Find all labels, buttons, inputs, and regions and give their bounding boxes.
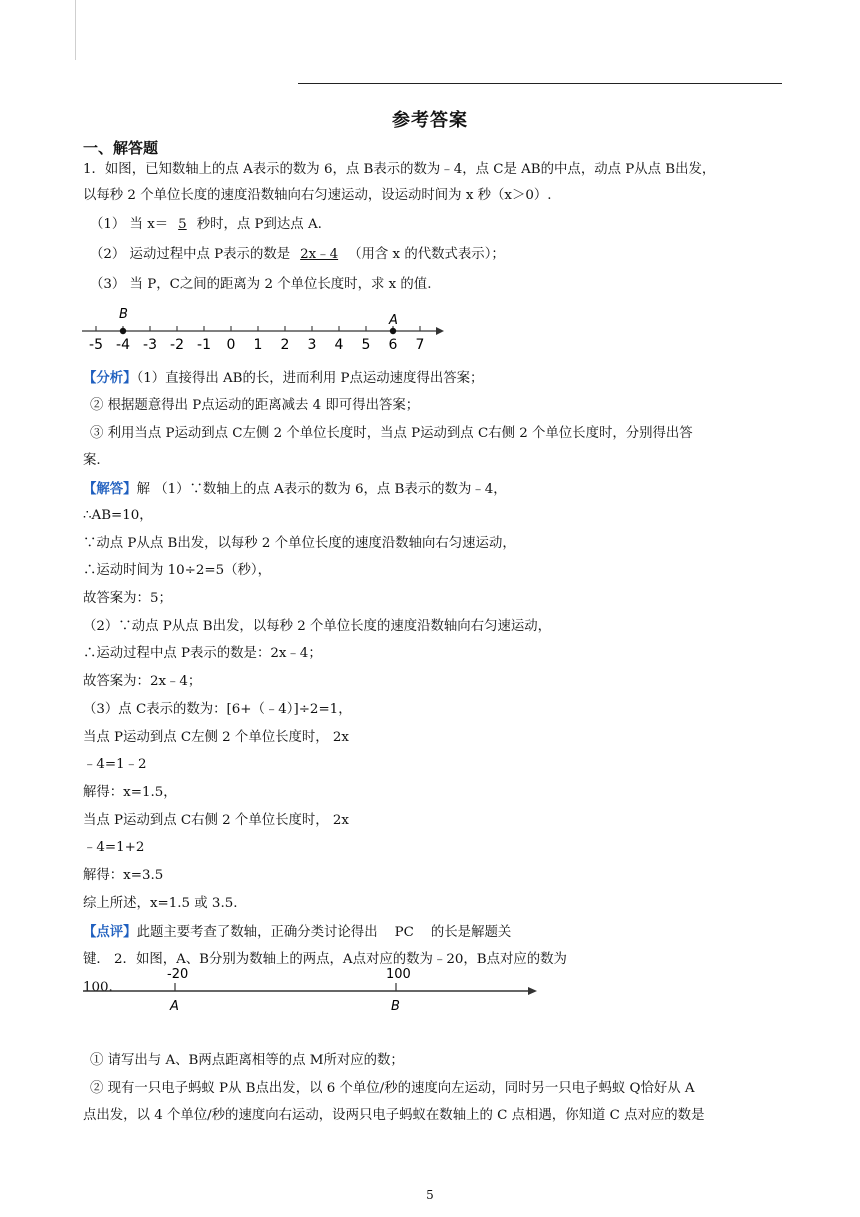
comment-line2: 键． 2．如图，A、B分别为数轴上的两点，A点对应的数为﹣20，B点对应的数为	[83, 952, 567, 967]
tick-label: -4	[116, 337, 130, 353]
solution-line-11: 解得：x=1.5，	[83, 785, 177, 800]
page-title: 参考答案	[392, 110, 468, 131]
label-b-value: 100	[386, 967, 411, 982]
number-line-1	[78, 302, 450, 356]
page-number: 5	[426, 1188, 434, 1202]
analysis-tag: 【分析】	[83, 370, 137, 386]
number-line-2	[83, 965, 543, 1015]
analysis-text1: （1）直接得出 AB的长，进而利用 P点运动速度得出答案；	[136, 371, 484, 386]
solution-line-0	[83, 479, 507, 500]
solution-line-14: 解得：x=3.5	[83, 868, 164, 883]
solution-line-10: ﹣4=1﹣2	[83, 757, 147, 772]
problem2-q2-line1: ② 现有一只电子蚂蚁 P从 B点出发，以 6 个单位/秒的速度向左运动，同时另一只电子蚂蚁 Q恰好从 A	[90, 1081, 695, 1096]
solution-line-7: 故答案为：2x﹣4；	[83, 674, 202, 689]
header-rule	[298, 83, 782, 84]
problem2-q2-line2: 点出发，以 4 个单位/秒的速度向右运动，设两只电子蚂蚁在数轴上的 C 点相遇，你知道 C 点对应的数是	[83, 1108, 705, 1123]
label-a: A	[170, 999, 179, 1014]
section-heading: 一、解答题	[83, 139, 159, 157]
analysis-line1	[83, 368, 483, 389]
label-a-value: -20	[167, 967, 189, 982]
problem1-q1	[90, 215, 322, 235]
point-b-dot	[120, 328, 126, 334]
comment-text1: 此题主要考查了数轴，正确分类讨论得出 PC 的长是解题关	[136, 925, 512, 940]
tick-label: 7	[415, 337, 425, 353]
analysis-line3: ③ 利用当点 P运动到点 C左侧 2 个单位长度时，当点 P运动到点 C右侧 2 个单位长度时，分别得出答	[90, 426, 693, 441]
label-b: B	[391, 999, 400, 1014]
comment-tag: 【点评】	[83, 924, 137, 940]
tick-label: -2	[170, 337, 184, 353]
q2-suffix: （用含 x 的代数式表示）；	[348, 247, 505, 262]
solution-line-2: ∵动点 P从点 B出发，以每秒 2 个单位长度的速度沿数轴向右匀速运动，	[83, 536, 516, 551]
problem1-q2	[90, 245, 505, 265]
solution-line-1: ∴AB=10，	[83, 508, 153, 523]
problem1-q3: （3） 当 P，C之间的距离为 2 个单位长度时，求 x 的值.	[90, 277, 432, 292]
tick-label: 5	[361, 337, 371, 353]
tick-label: 0	[226, 337, 236, 353]
tick-label: 6	[388, 337, 398, 353]
tick-label: -5	[89, 337, 103, 353]
problem2-q1: ① 请写出与 A、B两点距离相等的点 M所对应的数；	[90, 1053, 404, 1068]
analysis-line4: 案.	[83, 453, 101, 468]
q1-prefix: （1） 当 x＝	[90, 217, 169, 232]
tick-label: 3	[307, 337, 317, 353]
comment-line3: 100.	[83, 980, 113, 995]
solution-line-4: 故答案为：5；	[83, 591, 172, 606]
q1-answer-blank: 5	[178, 217, 187, 232]
comment-line1	[83, 922, 511, 943]
point-b-label: B	[119, 307, 128, 322]
solution-line-3: ∴运动时间为 10÷2=5（秒），	[83, 563, 271, 578]
solution-line-5: （2）∵动点 P从点 B出发，以每秒 2 个单位长度的速度沿数轴向右匀速运动，	[83, 619, 552, 634]
solution-line-12: 当点 P运动到点 C右侧 2 个单位长度时， 2x	[83, 813, 349, 828]
tick-label: 1	[253, 337, 263, 353]
problem1-stem-line2: 以每秒 2 个单位长度的速度沿数轴向右匀速运动，设运动时间为 x 秒（x＞0）.	[83, 188, 552, 203]
solution-text-0: 解 （1）∵数轴上的点 A表示的数为 6，点 B表示的数为﹣4，	[136, 482, 507, 497]
tick-label: 2	[280, 337, 290, 353]
q1-suffix: 秒时，点 P到达点 A.	[196, 217, 322, 232]
point-a-dot	[390, 328, 396, 334]
solution-line-9: 当点 P运动到点 C左侧 2 个单位长度时， 2x	[83, 730, 349, 745]
solution-line-8: （3）点 C表示的数为：[6+（﹣4）]÷2=1，	[83, 702, 352, 717]
solution-tag: 【解答】	[83, 481, 137, 497]
problem1-stem-line1: 1．如图，已知数轴上的点 A表示的数为 6，点 B表示的数为﹣4，点 C是 AB的中点，动点 P从点 B出发，	[83, 162, 716, 177]
solution-line-13: ﹣4=1+2	[83, 840, 145, 855]
solution-line-6: ∴运动过程中点 P表示的数是：2x﹣4；	[83, 646, 322, 661]
solution-line-15: 综上所述，x=1.5 或 3.5.	[83, 896, 238, 911]
tick-label: 4	[334, 337, 344, 353]
q2-prefix: （2） 运动过程中点 P表示的数是	[90, 247, 291, 262]
q2-answer-blank: 2x﹣4	[300, 247, 339, 262]
margin-line	[75, 0, 76, 60]
point-a-label: A	[389, 313, 398, 328]
tick-label: -1	[197, 337, 211, 353]
analysis-line2: ② 根据题意得出 P点运动的距离减去 4 即可得出答案；	[90, 398, 420, 413]
tick-label: -3	[143, 337, 157, 353]
